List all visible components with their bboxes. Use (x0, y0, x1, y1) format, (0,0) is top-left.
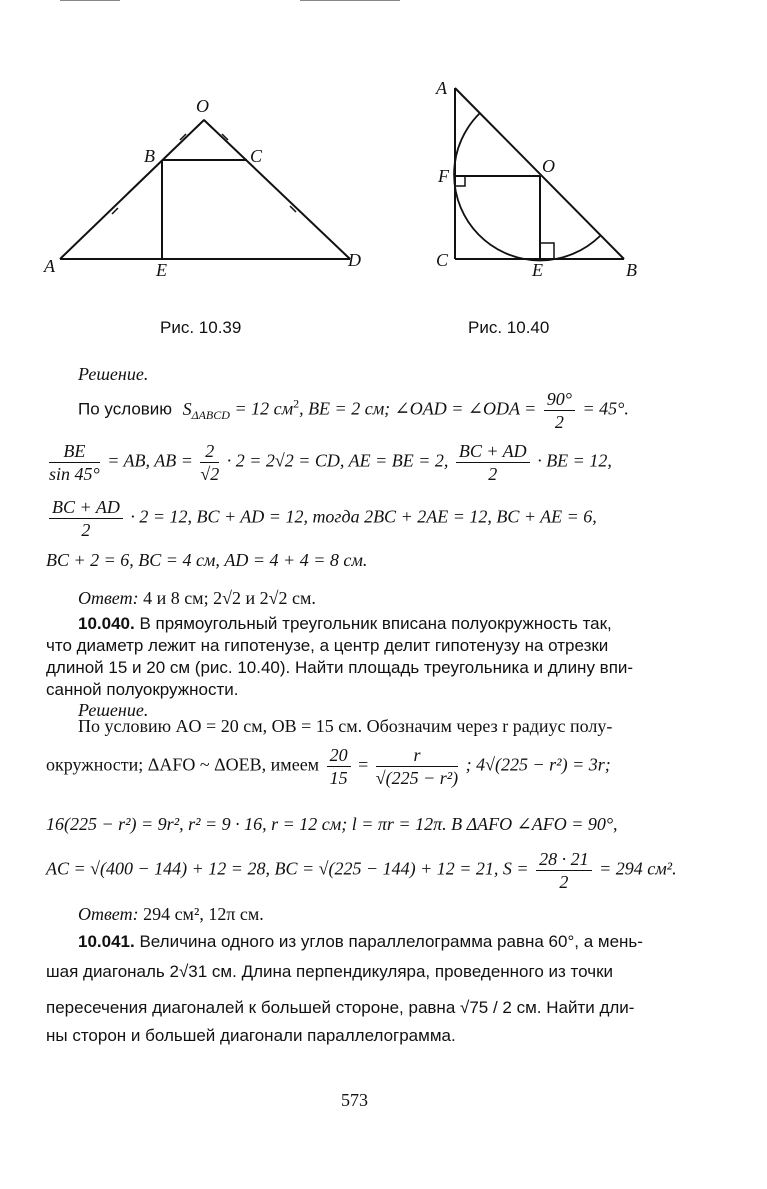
label-d: D (348, 250, 361, 270)
problem-line: ны сторон и большей диагонали параллелограмма. (46, 1026, 456, 1045)
label-b: B (144, 146, 155, 166)
label-e: E (156, 260, 167, 280)
numerator: 2 (200, 440, 219, 463)
numerator: BE (49, 440, 100, 463)
label-f: F (438, 166, 449, 186)
answer-line (78, 588, 718, 609)
text: ΔABCD (191, 408, 230, 423)
answer-label: Ответ: (78, 588, 139, 608)
denominator: √2 (200, 464, 220, 484)
problem-number: 10.040. (78, 614, 135, 633)
text: · 2 = 12, BC + AD = 12, тогда 2BC + 2AE = 12, BC + AE = 6, (130, 506, 597, 527)
label-e: E (532, 260, 543, 280)
denominator: sin 45° (49, 464, 100, 484)
denominator: 2 (81, 520, 91, 540)
fraction (49, 440, 100, 485)
label-b: B (626, 260, 637, 280)
label-o: O (196, 96, 209, 116)
answer-text: 294 см², 12π см. (138, 904, 264, 924)
fraction (544, 388, 575, 433)
numerator: r (376, 744, 458, 767)
answer-label: Ответ: (78, 904, 139, 924)
label-o: O (542, 156, 555, 176)
text: = AB, AB = (107, 450, 193, 471)
text: 2 (293, 396, 300, 411)
problem-text: В прямоугольный треугольник вписана полуокружность так, (134, 614, 612, 633)
text: · BE = 12, (537, 450, 612, 471)
solution-heading: Решение. (78, 700, 149, 720)
problem-line: шая диагональ 2√31 см. Длина перпендикуляра, проведенного из точки (46, 962, 614, 981)
text: AC = √(400 − 144) + 12 = 28, BC = √(225 − 144) + 12 = 21, S = (46, 858, 529, 879)
numerator: 28 · 21 (536, 848, 592, 871)
answer-line (78, 904, 718, 925)
problem-line: пересечения диагоналей к большей стороне, равна √75 / 2 см. Найти дли- (46, 998, 635, 1017)
text: окружности; ΔAFO ~ ΔOEB, имеем (46, 754, 320, 775)
denominator: √(225 − r²) (375, 768, 459, 788)
problem-line: длиной 15 и 20 см (рис. 10.40). Найти площадь треугольника и длину впи- (46, 658, 634, 677)
text: = 45°. (582, 398, 629, 419)
numerator: 20 (327, 744, 351, 767)
label-c: C (250, 146, 263, 166)
caption-10-39: Рис. 10.39 (160, 318, 242, 337)
fraction (200, 440, 219, 485)
solution-line (46, 440, 686, 490)
label-c: C (436, 250, 449, 270)
denominator: 2 (554, 412, 564, 432)
solution-line (46, 496, 686, 546)
fraction (376, 744, 458, 789)
label-a: A (436, 78, 447, 98)
numerator: BC + AD (49, 496, 123, 519)
text: = (358, 754, 369, 775)
numerator: 90° (544, 388, 575, 411)
text: ; 4√(225 − r²) = 3r; (465, 754, 611, 775)
problem-line: что диаметр лежит на гипотенузе, а центр делит гипотенузу на отрезки (46, 636, 609, 655)
fraction (49, 496, 123, 541)
denominator: 2 (488, 464, 498, 484)
text: S (182, 398, 192, 419)
problem-line: санной полуокружности. (46, 680, 239, 699)
problem-number: 10.041. (78, 932, 135, 951)
fraction (456, 440, 530, 485)
fraction (536, 848, 592, 893)
denominator: 2 (559, 872, 569, 892)
solution-line (46, 848, 686, 898)
solution-heading: Решение. (78, 364, 149, 384)
text: = 12 см (229, 398, 294, 419)
solution-line: По условию AO = 20 см, OB = 15 см. Обозначим через r радиус полу- (78, 716, 613, 736)
problem-text: Величина одного из углов параллелограмма равна 60°, а мень- (134, 932, 643, 951)
numerator: BC + AD (456, 440, 530, 463)
solution-line: BC + 2 = 6, BC = 4 см, AD = 4 + 4 = 8 см. (46, 550, 368, 570)
solution-line: 16(225 − r²) = 9r², r² = 9 · 16, r = 12 см; l = πr = 12π. В ΔAFO ∠AFO = 90°, (46, 814, 618, 834)
text: = 294 см². (599, 858, 677, 879)
text: , BE = 2 см; ∠OAD = ∠ODA = (299, 398, 537, 419)
answer-text: 4 и 8 см; 2√2 и 2√2 см. (138, 588, 316, 608)
solution-line (78, 388, 718, 438)
caption-10-40: Рис. 10.40 (468, 318, 550, 337)
denominator: 15 (329, 768, 348, 788)
label-a: A (44, 256, 55, 276)
fraction (327, 744, 351, 789)
problem-line (78, 614, 718, 634)
text: · 2 = 2√2 = CD, AE = BE = 2, (226, 450, 449, 471)
page-number: 573 (341, 1090, 368, 1110)
text: По условию (78, 399, 173, 419)
solution-line (46, 744, 686, 798)
problem-line (78, 932, 718, 952)
figure-10-40 (0, 0, 700, 300)
